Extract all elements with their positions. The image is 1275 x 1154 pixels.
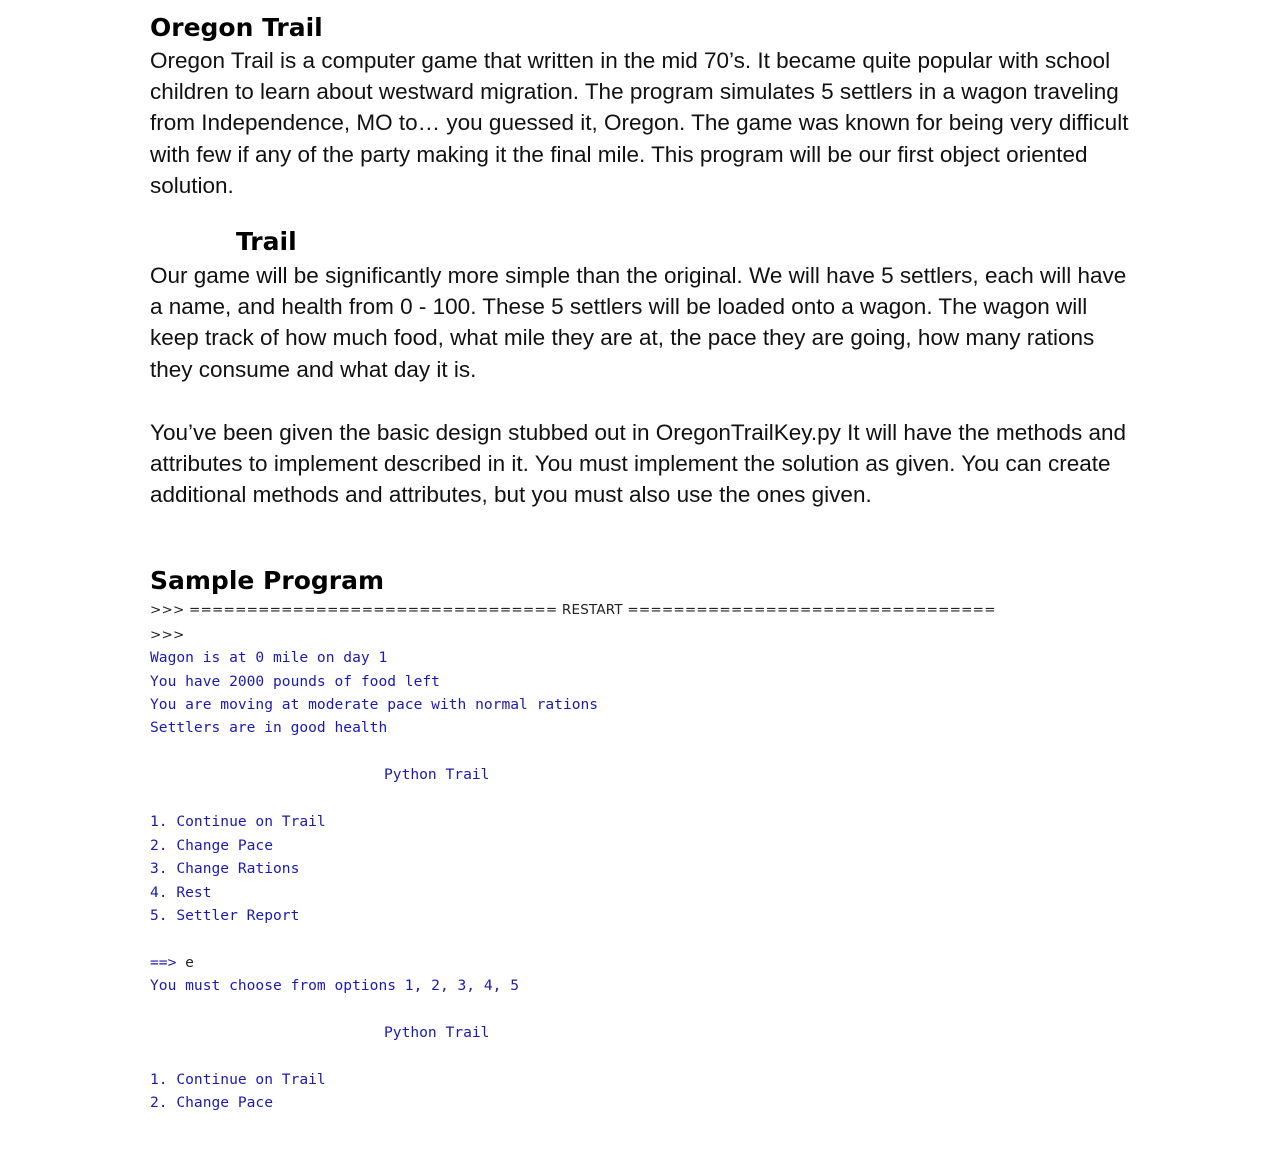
heading-sample-program: Sample Program [150,566,385,595]
console-menu-title: Python Trail [384,766,490,783]
paragraph-game-description: Our game will be significantly more simple than the original. We will have 5 settlers, each will have a name, and health from 0 - 100. These 5 settlers will be loaded onto a wagon. The wagon will keep track of how much food, what mile they are at, the pace they are going, how many rations they consume and what day it is. [150,263,1127,382]
heading-python-trail [150,227,297,257]
console-menu-item: 3. Change Rations [150,860,300,877]
console-restart-line: >>> ================================ RESTART ================================ [150,602,996,618]
console-menu-item: 5. Settler Report [150,907,300,924]
console-menu-title-2: Python Trail [384,1024,490,1041]
console-input-line [150,951,194,975]
console-status-food: You have 2000 pounds of food left [150,673,440,690]
console-menu-item: 2. Change Pace [150,837,274,854]
heading-python-trail-text: Trail [236,227,297,256]
console-error-message: You must choose from options 1, 2, 3, 4, 5 [150,977,520,994]
console-menu-item: 2. Change Pace [150,1094,274,1111]
console-prompt-line: >>> [150,627,185,643]
console-menu-item: 1. Continue on Trail [150,1071,326,1088]
heading-oregon-trail: Oregon Trail [150,13,323,42]
console-input-value: e [185,954,194,971]
paragraph-design-instructions: You’ve been given the basic design stubbed out in OregonTrailKey.py It will have the methods and attributes to implement described in it. You must implement the solution as given. You can create additional methods and attributes, but you must also use the ones given. [150,420,1127,508]
console-menu-item: 1. Continue on Trail [150,813,326,830]
paragraph-oregon-trail-intro: Oregon Trail is a computer game that written in the mid 70’s. It became quite popular with school children to learn about westward migration. The program simulates 5 settlers in a wagon traveling from Independence, MO to… you guessed it, Oregon. The game was known for being very difficult with few if any of the party making it the final mile. This program will be our first object oriented solution. [150,48,1129,198]
console-status-pace: You are moving at moderate pace with normal rations [150,696,599,713]
console-status-mile: Wagon is at 0 mile on day 1 [150,649,388,666]
console-menu-item: 4. Rest [150,884,212,901]
console-status-health: Settlers are in good health [150,719,388,736]
console-input-prompt: ==> [150,954,186,971]
